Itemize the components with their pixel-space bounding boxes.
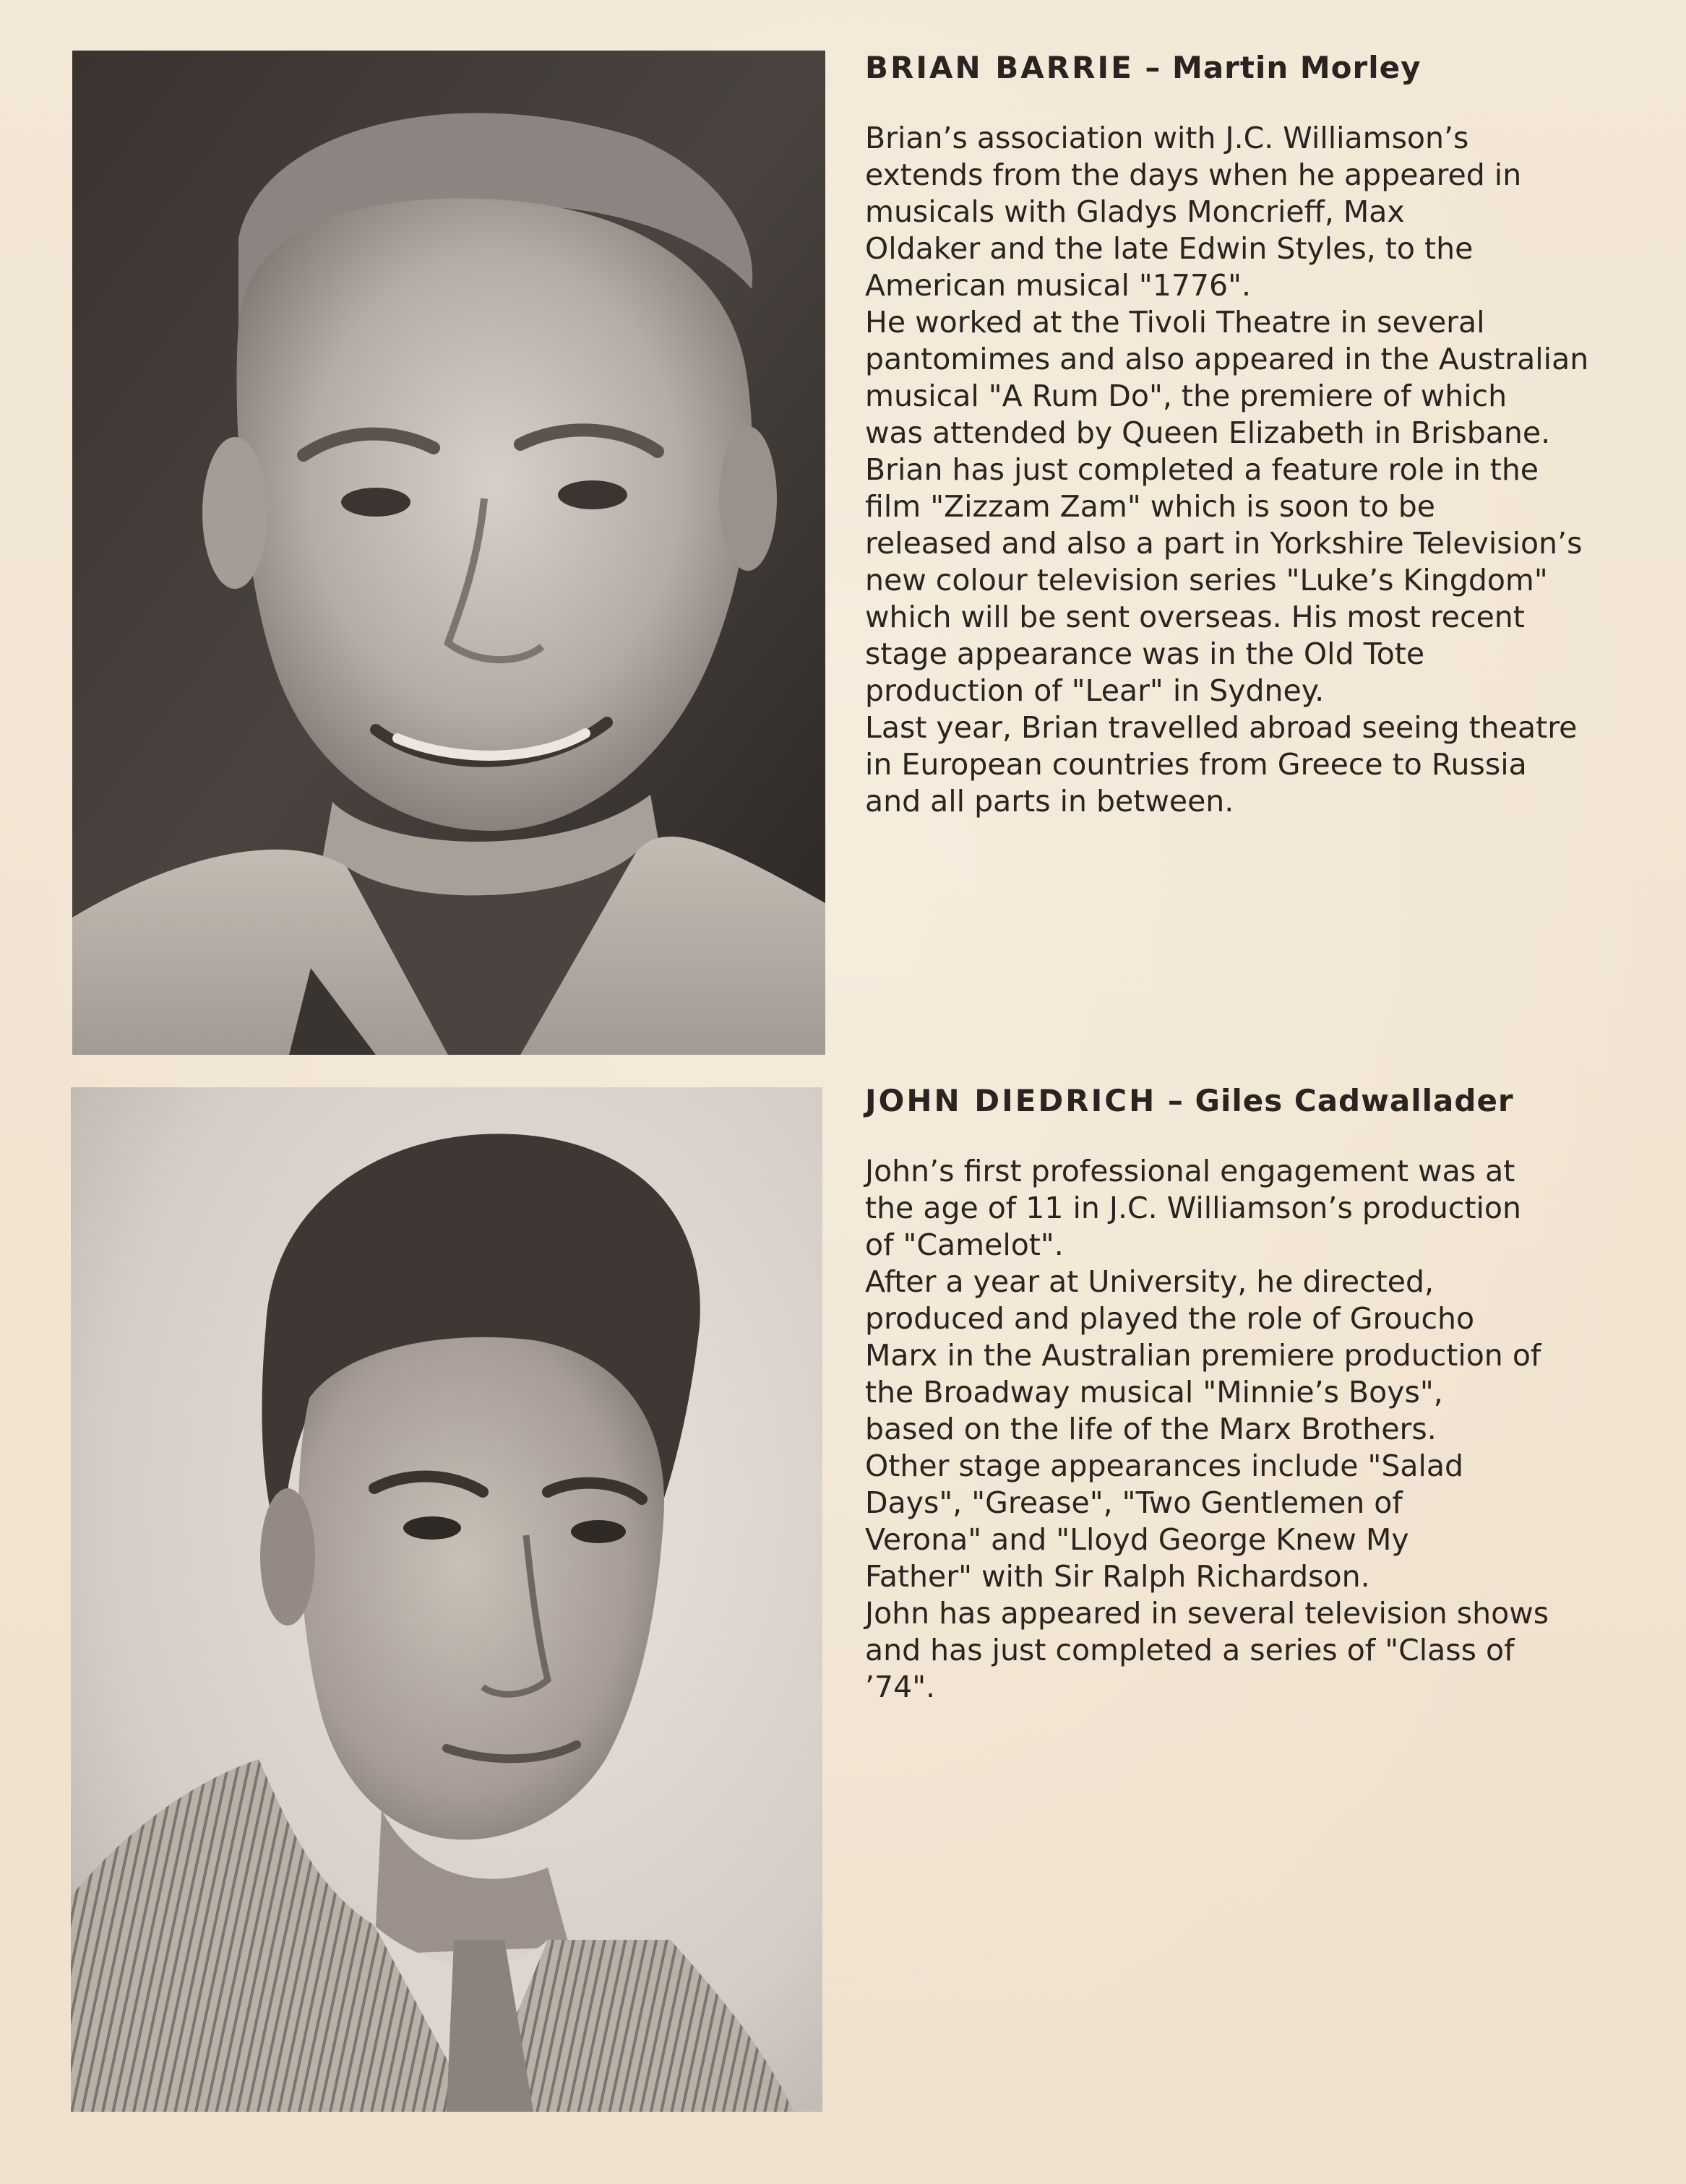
bio-line: released and also a part in Yorkshire Television’s	[865, 526, 1583, 561]
bio-line: which will be sent overseas. His most recent	[865, 600, 1525, 634]
bio-line: musicals with Gladys Moncrieff, Max	[865, 194, 1405, 229]
bio-line: Marx in the Australian premiere production of	[865, 1338, 1541, 1373]
role-name: Giles Cadwallader	[1195, 1083, 1514, 1118]
actor-name: BRIAN BARRIE	[865, 50, 1134, 85]
bio-line: in European countries from Greece to Russia	[865, 747, 1527, 782]
bio-line: stage appearance was in the Old Tote	[865, 636, 1425, 671]
bio-line: production of "Lear" in Sydney.	[865, 673, 1325, 708]
bio-line: Brian has just completed a feature role in the	[865, 452, 1539, 487]
bio-line: John has appeared in several television shows	[865, 1596, 1549, 1631]
bio-line: pantomimes and also appeared in the Australian	[865, 342, 1589, 376]
heading-separator: –	[1145, 50, 1161, 85]
bio-line: and has just completed a series of "Class of	[865, 1633, 1515, 1667]
bio-heading	[865, 48, 1653, 88]
bio-line: based on the life of the Marx Brothers.	[865, 1412, 1437, 1446]
bio-line: He worked at the Tivoli Theatre in several	[865, 305, 1485, 340]
bio-brian-barrie	[865, 48, 1653, 820]
bio-line: and all parts in between.	[865, 784, 1234, 819]
bio-line: was attended by Queen Elizabeth in Brisbane.	[865, 415, 1551, 450]
bio-line: Oldaker and the late Edwin Styles, to the	[865, 231, 1474, 266]
bio-line: Other stage appearances include "Salad	[865, 1449, 1464, 1483]
bio-line: After a year at University, he directed,	[865, 1264, 1435, 1299]
bio-line: Brian’s association with J.C. Williamson’s	[865, 121, 1469, 155]
bio-line: American musical "1776".	[865, 268, 1252, 303]
bio-heading	[865, 1081, 1653, 1121]
bio-line: Verona" and "Lloyd George Knew My	[865, 1522, 1409, 1557]
bio-john-diedrich	[865, 1081, 1653, 1706]
actor-name: JOHN DIEDRICH	[865, 1083, 1157, 1118]
bio-line: Father" with Sir Ralph Richardson.	[865, 1559, 1370, 1594]
bio-line: the age of 11 in J.C. Williamson’s production	[865, 1191, 1521, 1225]
bio-line: Days", "Grease", "Two Gentlemen of	[865, 1485, 1403, 1520]
bio-line: extends from the days when he appeared in	[865, 157, 1522, 192]
role-name: Martin Morley	[1172, 50, 1422, 85]
bio-line: Last year, Brian travelled abroad seeing theatre	[865, 710, 1578, 745]
bio-line: produced and played the role of Groucho	[865, 1301, 1475, 1336]
bio-line: film "Zizzam Zam" which is soon to be	[865, 489, 1435, 524]
bio-line: of "Camelot".	[865, 1227, 1064, 1262]
bio-line: musical "A Rum Do", the premiere of which	[865, 379, 1507, 413]
heading-separator: –	[1167, 1083, 1184, 1118]
bio-line: John’s first professional engagement was at	[865, 1154, 1515, 1188]
portrait-image	[71, 1087, 822, 2112]
portrait-image	[72, 51, 825, 1055]
portrait-photo-brian-barrie	[72, 51, 825, 1055]
bio-line: the Broadway musical "Minnie’s Boys",	[865, 1375, 1443, 1410]
bio-line: new colour television series "Luke’s Kingdom"	[865, 563, 1548, 597]
portrait-photo-john-diedrich	[71, 1087, 822, 2112]
bio-line: ’74".	[865, 1670, 936, 1704]
